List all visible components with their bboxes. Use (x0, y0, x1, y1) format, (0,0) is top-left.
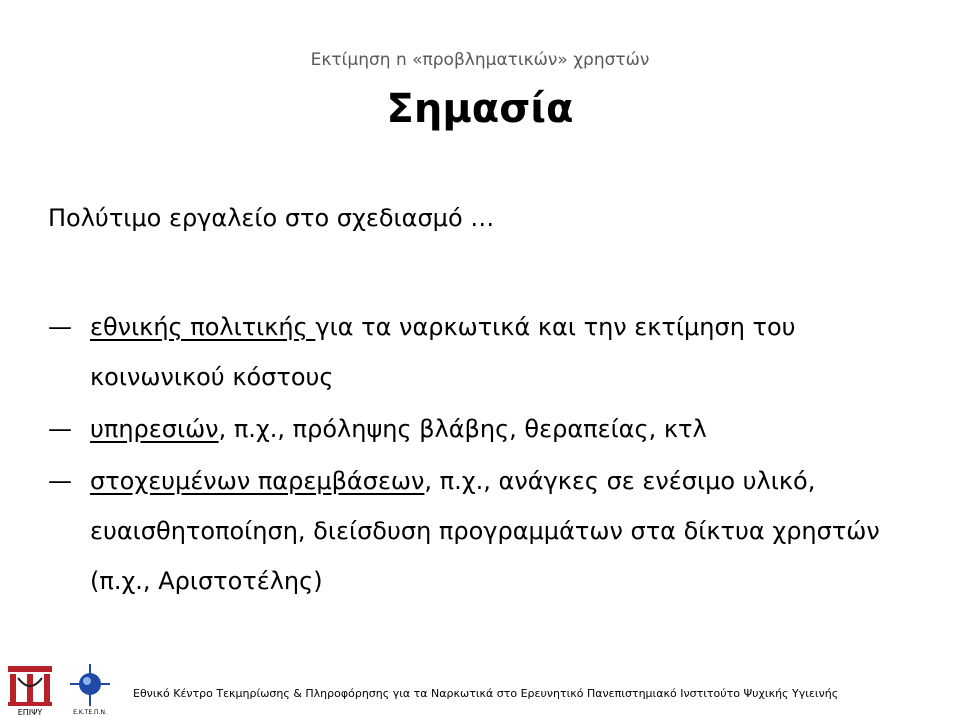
dash-marker: — (48, 415, 72, 443)
bullet-keyword: στοχευμένων παρεμβάσεων (90, 467, 425, 495)
bullet-text: , π.χ., ανάγκες σε ενέσιμο υλικό, ευαισθητοποίηση, διείσδυση προγραμμάτων στα δίκτυα χρηστών (π.χ., Αριστοτέλης) (90, 467, 880, 595)
bullet-keyword: υπηρεσιών (90, 415, 219, 443)
intro-text: Πολύτιμο εργαλείο στο σχεδιασμό … (48, 204, 495, 232)
bullet-text: για τα ναρκωτικά και την εκτίμηση του κοινωνικού κόστους (90, 313, 796, 391)
bullet-text: , π.χ., πρόληψης βλάβης, θεραπείας, κτλ (218, 415, 707, 443)
bullet-keyword: εθνικής πολιτικής (90, 313, 316, 341)
bullet-item (48, 456, 928, 606)
slide-subtitle: Εκτίμηση n «προβληματικών» χρηστών (310, 50, 650, 70)
epipsy-logo (4, 664, 56, 716)
footer-text: Εθνικό Κέντρο Τεκμηρίωσης & Πληροφόρησης για τα Ναρκωτικά στο Ερευνητικό Πανεπιστημιακό Ινστιτούτο Ψυχικής Υγιεινής (133, 687, 839, 700)
bullet-list (48, 302, 928, 606)
ektepn-logo-label: Ε.Κ.ΤΕ.Π.Ν. (73, 709, 107, 716)
ektepn-logo (64, 662, 116, 718)
footer (0, 660, 960, 720)
bullet-item (48, 302, 928, 402)
dash-marker: — (48, 313, 72, 341)
slide-title: Σημασία (386, 86, 574, 132)
epipsy-logo-label: ΕΠΙΨΥ (17, 708, 43, 716)
bullet-item (48, 404, 928, 454)
dash-marker: — (48, 467, 72, 495)
